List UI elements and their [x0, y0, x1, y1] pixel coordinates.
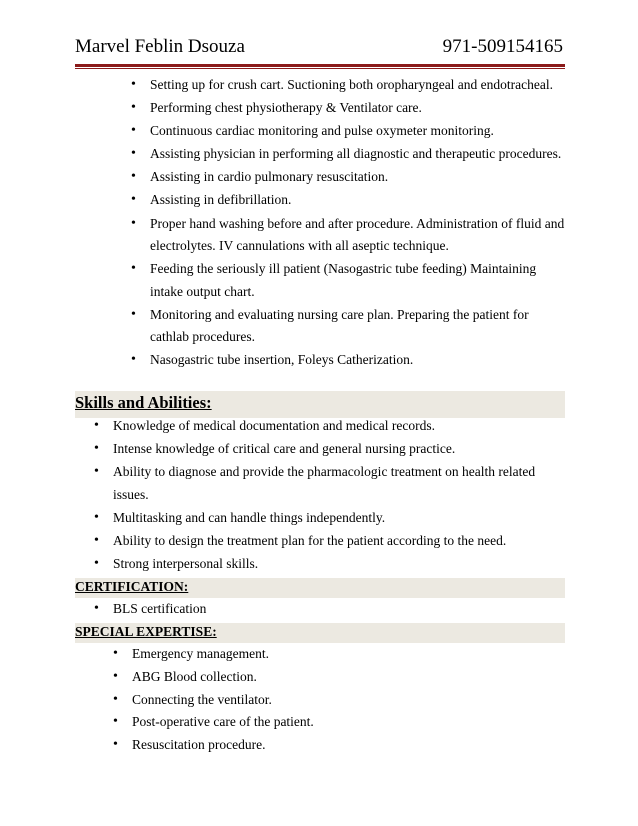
list-item: • Intense knowledge of critical care and general nursing practice. — [113, 438, 553, 461]
expertise-heading-bar — [75, 623, 565, 643]
list-item: • Resuscitation procedure. — [132, 734, 552, 757]
skills-heading: Skills and Abilities: — [75, 393, 212, 412]
duties-list — [150, 74, 570, 372]
list-item: • Emergency management. — [132, 643, 552, 666]
expertise-list — [132, 643, 552, 757]
list-item: • Knowledge of medical documentation and medical records. — [113, 415, 553, 438]
list-item: • Assisting in defibrillation. — [150, 189, 570, 212]
list-item: • Performing chest physiotherapy & Ventilator care. — [150, 97, 570, 120]
list-item: • Multitasking and can handle things independently. — [113, 507, 553, 530]
list-item: • ABG Blood collection. — [132, 666, 552, 689]
skills-list — [113, 415, 553, 576]
list-item: • Assisting physician in performing all diagnostic and therapeutic procedures. — [150, 143, 570, 166]
list-item: • Nasogastric tube insertion, Foleys Catherization. — [150, 349, 570, 372]
list-item: • Ability to diagnose and provide the pharmacologic treatment on health related issues. — [113, 461, 553, 506]
header-divider — [75, 64, 565, 69]
skills-heading-bar — [75, 391, 565, 418]
certification-heading-bar — [75, 578, 565, 598]
list-item: • Setting up for crush cart. Suctioning both oropharyngeal and endotracheal. — [150, 74, 570, 97]
list-item: • Proper hand washing before and after procedure. Administration of fluid and electrolytes. IV cannulations with all aseptic technique. — [150, 213, 570, 258]
list-item: • Ability to design the treatment plan for the patient according to the need. — [113, 530, 553, 553]
list-item: • Connecting the ventilator. — [132, 689, 552, 712]
list-item: • Post-operative care of the patient. — [132, 711, 552, 734]
list-item: • Assisting in cardio pulmonary resuscitation. — [150, 166, 570, 189]
list-item: • Strong interpersonal skills. — [113, 553, 553, 576]
certification-heading: CERTIFICATION: — [75, 579, 189, 594]
page-header — [75, 36, 565, 64]
candidate-name: Marvel Feblin Dsouza — [75, 36, 245, 57]
list-item: • Monitoring and evaluating nursing care plan. Preparing the patient for cathlab procedures. — [150, 304, 570, 349]
list-item: • BLS certification — [113, 598, 553, 621]
list-item: • Continuous cardiac monitoring and pulse oxymeter monitoring. — [150, 120, 570, 143]
expertise-heading: SPECIAL EXPERTISE: — [75, 624, 217, 639]
phone-number: 971-509154165 — [442, 36, 563, 57]
list-item: • Feeding the seriously ill patient (Nasogastric tube feeding) Maintaining intake output chart. — [150, 258, 570, 303]
certification-list — [113, 598, 553, 621]
